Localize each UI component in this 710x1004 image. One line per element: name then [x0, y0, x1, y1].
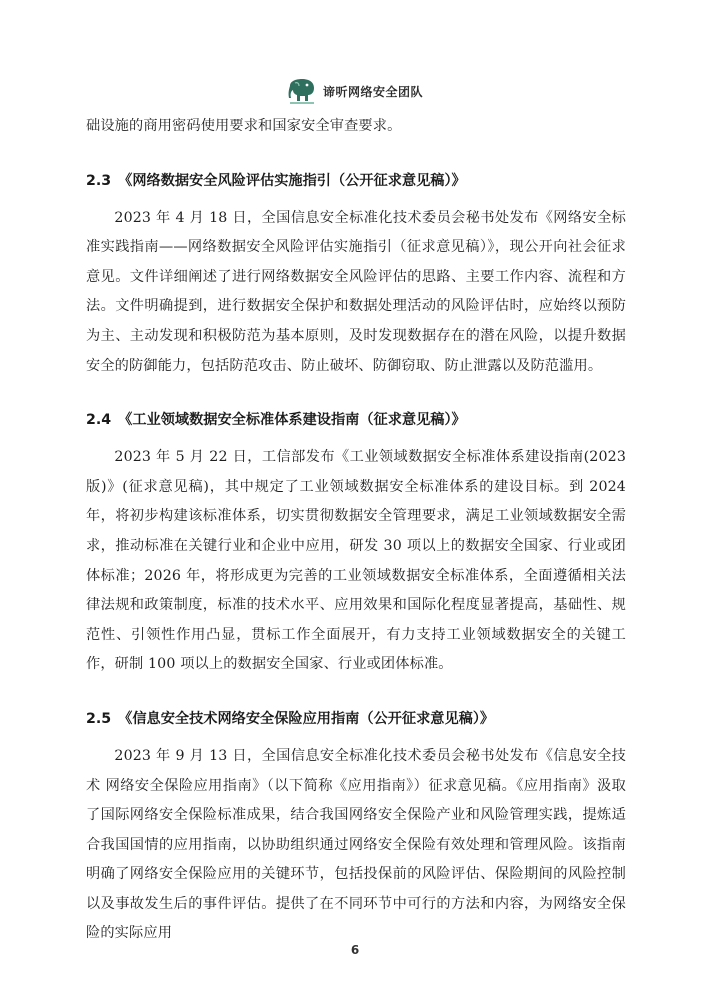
section-number: 2.3: [86, 172, 112, 189]
page-number: 6: [350, 943, 360, 957]
section-title-text: 《信息安全技术网络安全保险应用指南（公开征求意见稿）》: [118, 710, 495, 727]
header-brand: [287, 76, 423, 106]
section-number: 2.5: [86, 710, 112, 727]
section-paragraph-2-4: 2023 年 5 月 22 日，工信部发布《工业领域数据安全标准体系建设指南(2023 版)》(征求意见稿)，其中规定了工业领域数据安全标准体系的建设目标。到 2024 年，将初步构建该标准体系，切实贯彻数据安全管理要求，满足工业领域数据安全需求，推动标准在关键行业和企业中应用，研发 30 项以上的数据安全国家、行业或团体标准；2026 年，将形成更为完善的工业领域数据安全标准体系，全面遵循相关法律法规和政策制度，标准的技术水平、应用效果和国际化程度显著提高，基础性、规范性、引领性作用凸显，贯标工作全面展开，有力支持工业领域数据安全的关键工作，研制 100 项以上的数据安全国家、行业或团体标准。: [86, 449, 626, 673]
section-title-2-4: [86, 409, 626, 431]
page-header: [0, 74, 710, 108]
section-title-2-3: [86, 170, 626, 192]
org-name: 谛听网络安全团队: [322, 84, 423, 99]
section-title-text: 《网络数据安全风险评估实施指引（公开征求意见稿）》: [118, 172, 466, 189]
elephant-logo-icon: [287, 76, 317, 106]
section-title-text: 《工业领域数据安全标准体系建设指南（征求意见稿）》: [118, 412, 466, 429]
intro-fragment: 础设施的商用密码使用要求和国家安全审查要求。: [86, 118, 402, 134]
section-paragraph-2-5: 2023 年 9 月 13 日，全国信息安全标准化技术委员会秘书处发布《信息安全技术 网络安全保险应用指南》（以下简称《应用指南》）征求意见稿。《应用指南》汲取了国际网络安全保险标准成果，结合我国网络安全保险产业和风险管理实践，提炼适合我国国情的应用指南，以协助组织通过网络安全保险有效处理和管理风险。该指南明确了网络安全保险应用的关键环节，包括投保前的风险评估、保险期间的风险控制以及事故发生后的事件评估。提供了在不同环节中可行的方法和内容，为网络安全保险的实际应用: [86, 747, 626, 942]
document-body: [86, 112, 626, 949]
section-paragraph-2-3: 2023 年 4 月 18 日，全国信息安全标准化技术委员会秘书处发布《网络安全标准实践指南——网络数据安全风险评估实施指引（征求意见稿）》，现公开向社会征求意见。文件详细阐述了进行网络数据安全风险评估的思路、主要工作内容、流程和方法。文件明确提到，进行数据安全保护和数据处理活动的风险评估时，应始终以预防为主、主动发现和积极防范为基本原则，及时发现数据存在的潜在风险，以提升数据安全的防御能力，包括防范攻击、防止破坏、防御窃取、防止泄露以及防范滥用。: [86, 209, 626, 374]
section-title-2-5: [86, 708, 626, 730]
section-number: 2.4: [86, 412, 112, 429]
